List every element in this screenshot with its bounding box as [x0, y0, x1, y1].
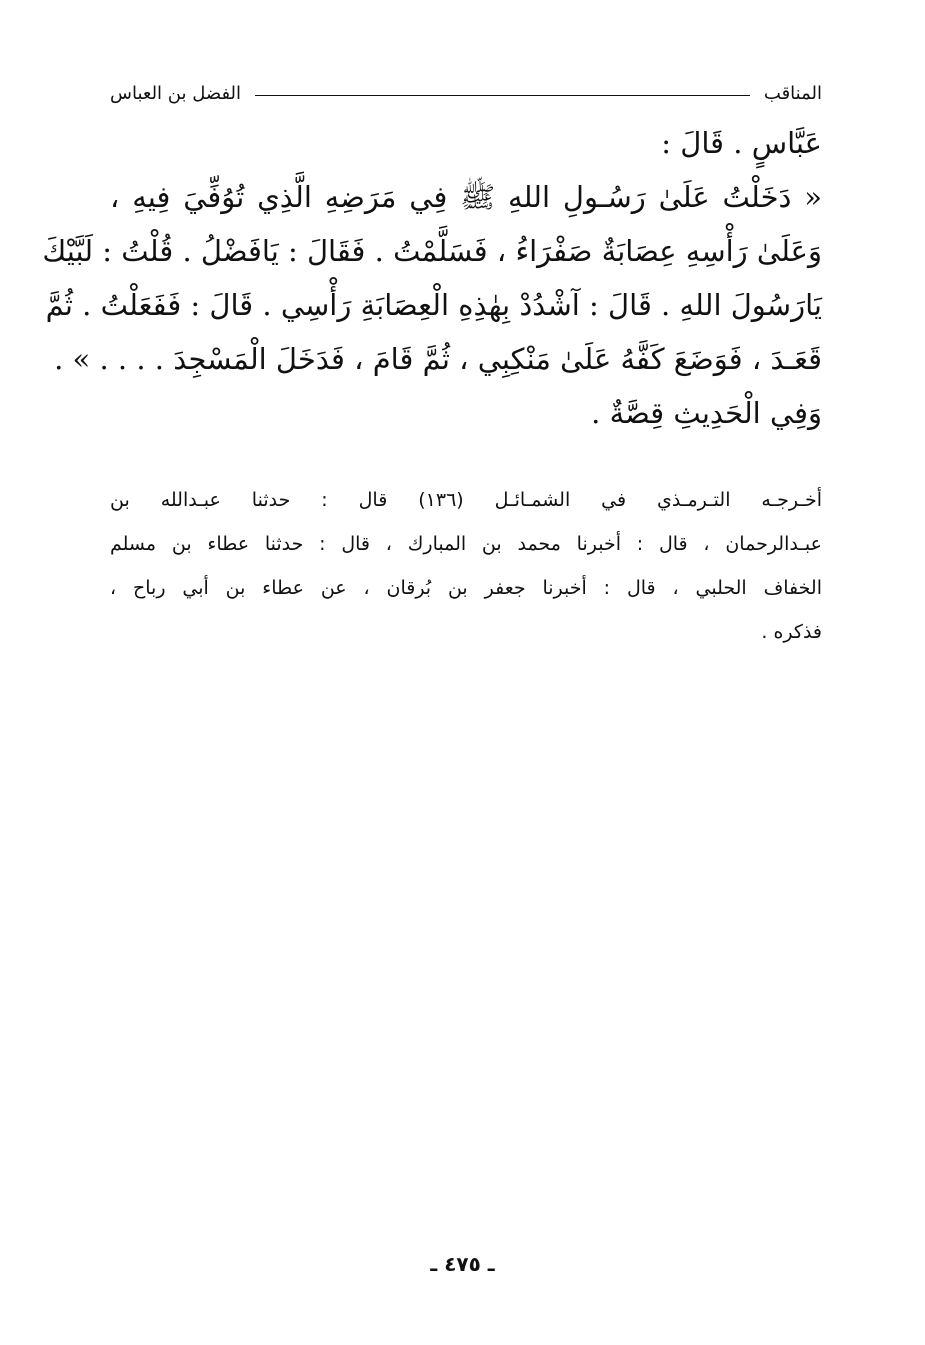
header-section-title: المناقب: [763, 82, 822, 104]
hadith-line: « دَخَلْتُ عَلَىٰ رَسُـولِ اللهِ ﷺ فِي مَرَضِهِ الَّذِي تُوُفِّيَ فِيهِ ،: [110, 180, 822, 214]
running-header: [110, 78, 822, 108]
hadith-line: يَارَسُولَ اللهِ . قَالَ : آشْدُدْ بِهٰذِهِ الْعِصَابَةِ رَأْسِي . قَالَ : فَفَعَلْتُ . ثُمَّ: [45, 288, 822, 322]
takhrij-line: فذكره .: [761, 621, 822, 643]
hadith-line: وَعَلَىٰ رَأْسِهِ عِصَابَةٌ صَفْرَاءُ ، فَسَلَّمْتُ . فَقَالَ : يَافَضْلُ . قُلْتُ : لَبَّيْكَ: [42, 234, 822, 268]
hadith-line: عَبَّاسٍ . قَالَ :: [661, 126, 822, 160]
page-number: ـ ٤٧٥ ـ: [430, 1252, 495, 1276]
takhrij-paragraph: [110, 478, 822, 654]
takhrij-line: الخفاف الحلبي ، قال : أخبرنا جعفر بن بُرقان ، عن عطاء بن أبي رباح ،: [110, 577, 822, 599]
header-chapter-title: الفضل بن العباس: [110, 82, 242, 104]
header-rule: [255, 95, 750, 96]
hadith-line: وَفِي الْحَدِيثِ قِصَّةٌ .: [591, 396, 822, 430]
takhrij-line: أخـرجـه التـرمـذي في الشمـائـل (١٣٦) قال : حدثنا عبـدالله بن: [110, 489, 823, 511]
takhrij-line: عبـدالرحمان ، قال : أخبرنا محمد بن المبارك ، قال : حدثنا عطاء بن مسلم: [110, 533, 822, 555]
hadith-text: [42, 116, 822, 440]
hadith-line: قَعَـدَ ، فَوَضَعَ كَفَّهُ عَلَىٰ مَنْكِبِي ، ثُمَّ قَامَ ، فَدَخَلَ الْمَسْجِدَ . . . . » .: [54, 342, 822, 376]
